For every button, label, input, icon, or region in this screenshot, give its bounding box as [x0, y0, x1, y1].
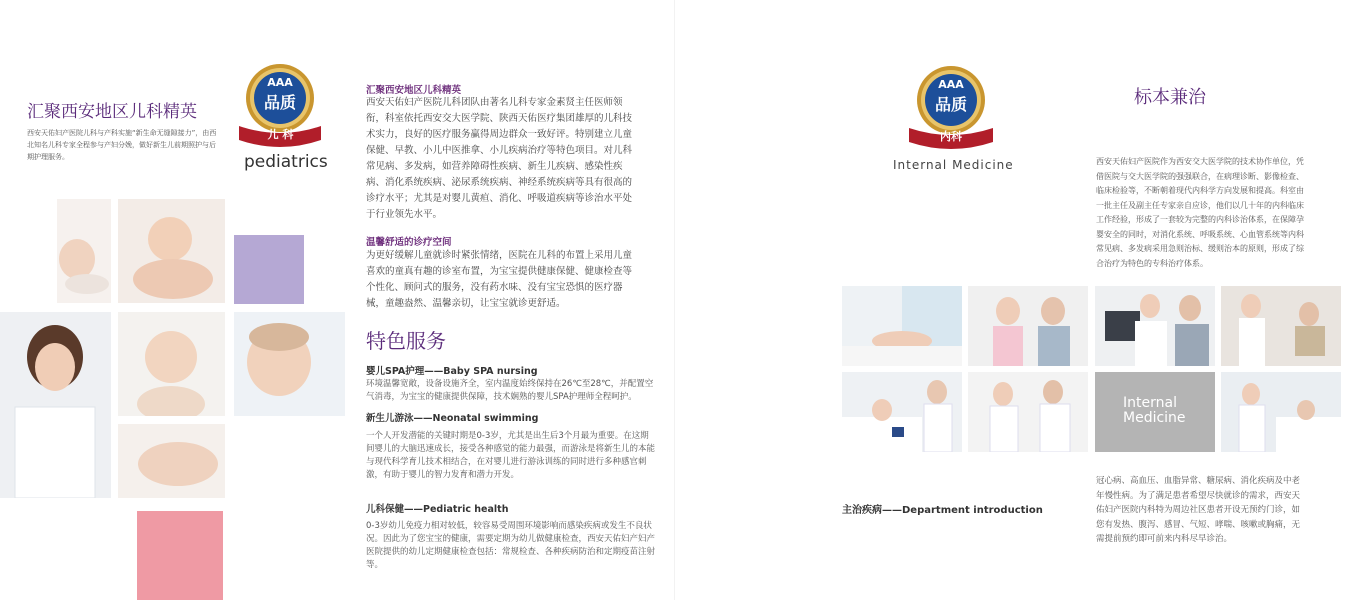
section1-title: 汇聚西安地区儿科精英	[366, 85, 462, 96]
doctor-ward-photo	[1221, 372, 1341, 452]
service-3-text: 0-3岁幼儿免疫力相对较低，较容易受周围环境影响而感染疾病或发生不良状况。因此为了您宝宝的健康，需要定期为幼儿做健康检查，西安天佑妇产妇产医院提供的幼儿定期健康检查包括：常规检查、各种疾病防治和定期疫苗注射等。	[366, 521, 656, 570]
baby-with-stethoscope-photo	[118, 312, 225, 416]
service-3-title: 儿科保健——Pediatric health	[366, 504, 509, 515]
service-1-title: 婴儿SPA护理——Baby SPA nursing	[366, 366, 538, 377]
badge-ribbon-text: 内科	[940, 130, 962, 143]
badge-aaa-text: AAA	[938, 78, 964, 91]
section1-text: 西安天佑妇产医院儿科团队由著名儿科专家金素贤主任医师领衔，科室依托西安交大医学院、陕西天佑医疗集团雄厚的儿科技术实力，良好的医疗服务赢得周边群众一致好评。特别建立儿童保健、早教、小儿中医推拿、小儿疾病治疗等特色项目。对儿科常见病、多发病，如营养障碍性疾病、新生儿疾病、感染性疾病、消化系统疾病、泌尿系统疾病、神经系统疾病等具有很高的诊疗水平；尤其是对婴儿黄疸、消化、呼吸道疾病等诊治水平处于行业领先水平。	[366, 97, 633, 220]
baby-portrait-photo	[234, 312, 345, 416]
badge-aaa-text: AAA	[267, 76, 293, 89]
badge-ribbon-text: 儿 科	[267, 128, 294, 141]
aaa-quality-badge-pediatrics	[233, 60, 328, 150]
doctor-patient-hands-photo	[842, 286, 962, 366]
right-intro: 西安天佑妇产医院作为西安交大医学院的技术协作单位，凭借医院与交大医学院的强强联合，在病理诊断、影像检查、临床检验等，不断朝着现代内科学方向发展和提高。科室由一批主任及副主任专家亲自应诊，他们以几十年的内科临床工作经验，形成了一套较为完整的内科诊治体系，在保障孕婴安全的同时，对消化系统、呼吸系统、心血管系统等内科常见病、多发病采用急则治标、缓则治本的原则，形成了综合治疗为特色的专科治疗体系。	[1096, 157, 1304, 268]
badge-label-pediatrics: pediatrics	[244, 152, 328, 172]
badge-label-internal-medicine: Internal Medicine	[893, 158, 1014, 172]
internal-medicine-tile	[1095, 372, 1215, 452]
doctor-xray-photo	[1095, 286, 1215, 366]
page-fold	[674, 0, 675, 600]
baby-photo-smiling	[118, 199, 225, 303]
two-doctors-photo	[968, 372, 1088, 452]
service-1-text: 环境温馨宽敞，设备设施齐全，室内温度始终保持在26℃至28℃，并配置空气消毒，为宝宝的健康提供保障，技术娴熟的婴儿SPA护理师全程呵护。	[366, 379, 654, 402]
dept-title: 主治疾病——Department introduction	[842, 505, 1043, 516]
pink-block	[137, 511, 223, 600]
dept-text: 冠心病、高血压、血脂异常、糖尿病、消化疾病及中老年慢性病。为了满足患者希望尽快就诊的需求，西安天佑妇产医院内科特为周边社区患者开设无预约门诊，如您有发热、腹泻、感冒、气短、哮喘、咳嗽或胸痛，无需提前预约即可前来内科尽早诊治。	[1096, 476, 1301, 544]
badge-main-text: 品质	[263, 93, 296, 112]
left-heading: 汇聚西安地区儿科精英	[27, 102, 197, 122]
left-intro: 西安天佑妇产医院儿科与产科实施“新生命无缝隙接力”，由西北知名儿科专家全程参与产妇分娩，做好新生儿前期照护与后期护理服务。	[27, 129, 217, 161]
badge-main-text: 品质	[934, 95, 967, 114]
nurse-elderly-patient-photo	[968, 286, 1088, 366]
service-2-title: 新生儿游泳——Neonatal swimming	[366, 413, 539, 424]
internal-medicine-tile-text: Internal Medicine	[1123, 395, 1186, 426]
section2-text: 为更好缓解儿童就诊时紧张情绪，医院在儿科的布置上采用儿童喜欢的童真有趣的诊室布置，为宝宝提供健康保健、健康检查等个性化、顾问式的服务，没有药水味、没有宝宝恐惧的医疗器械，童趣盎然、温馨亲切，让宝宝就诊更舒适。	[366, 250, 633, 309]
baby-photo-lying	[57, 199, 111, 303]
lavender-block	[234, 235, 304, 304]
section2-title: 温馨舒适的诊疗空间	[366, 237, 452, 248]
service-2-text: 一个人开发潜能的关键时期是0-3岁，尤其是出生后3个月最为重要。在这期间婴儿的大脑迅速成长，接受各种感觉的能力最强，而游泳是将新生儿的本能与现代科学育儿技术相结合，在对婴儿进行游泳训练的同时进行多种感官刺激，有助于婴儿的智力发育和潜力开发。	[366, 431, 656, 480]
baby-hands-photo	[118, 424, 225, 498]
right-heading: 标本兼治	[1134, 87, 1206, 108]
services-heading: 特色服务	[366, 329, 446, 353]
doctor-wheelchair-patient-photo	[1221, 286, 1341, 366]
aaa-quality-badge-internal-medicine	[905, 62, 997, 152]
nurse-with-baby-photo	[0, 312, 111, 498]
doctor-bed-patient-photo	[842, 372, 962, 452]
